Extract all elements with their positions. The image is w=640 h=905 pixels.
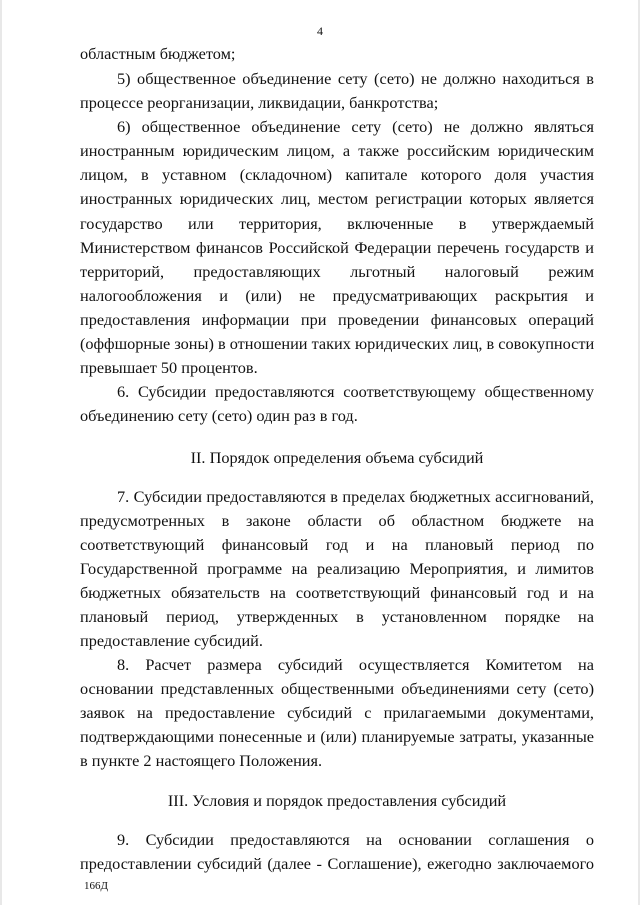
section-heading: II. Порядок определения объема субсидий	[190, 448, 484, 467]
text-line: областным бюджетом;	[80, 44, 236, 63]
text-line: 8. Расчет размера субсидий осуществляется Комитетом на	[117, 655, 594, 674]
text-line: превышает 50 процентов.	[80, 358, 258, 377]
text-line: предоставление субсидий.	[80, 631, 263, 650]
text-line: процессе реорганизации, ликвидации, банкротства;	[80, 93, 439, 112]
text-line: объединению сету (сето) один раз в год.	[80, 406, 358, 425]
footer-code: 166Д	[84, 880, 109, 892]
text-line: предоставлении субсидий (далее - Соглашение), ежегодно заключаемого	[80, 854, 594, 873]
text-line: соответствующий финансовый год и на плановый период по	[80, 535, 594, 554]
text-line: подтверждающими понесенные и (или) планируемые затраты, указанные	[80, 727, 594, 746]
text-line: предусмотренных в законе области об областном бюджете на	[80, 511, 594, 530]
text-line: предоставления информации при проведении финансовых операций	[80, 310, 594, 329]
text-line: иностранным юридическим лицом, а также российским юридическим	[80, 141, 594, 160]
page-number: 4	[317, 24, 323, 38]
text-line: налогообложения и (или) не предусматривающих раскрытия и	[80, 286, 594, 305]
text-line: бюджетных обязательств на соответствующий финансовый год и на	[80, 583, 594, 602]
text-line: в пункте 2 настоящего Положения.	[80, 751, 323, 770]
text-line: лицом, в уставном (складочном) капитале которого доля участия	[80, 165, 594, 184]
text-line: 5) общественное объединение сету (сето) не должно находиться в	[117, 69, 594, 88]
section-heading: III. Условия и порядок предоставления субсидий	[167, 791, 507, 810]
text-line: территорий, предоставляющих льготный налоговый режим	[80, 262, 594, 281]
text-line: 7. Субсидии предоставляются в пределах бюджетных ассигнований,	[117, 487, 594, 506]
text-line: основании представленных общественными объединениями сету (сето)	[80, 679, 594, 698]
text-line: 6) общественное объединение сету (сето) не должно являться	[117, 117, 594, 136]
text-line: 9. Субсидии предоставляются на основании соглашения о	[117, 830, 594, 849]
text-line: Министерством финансов Российской Федерации перечень государств и	[80, 238, 594, 257]
scan-edge-left	[0, 0, 2, 905]
text-line: иностранных юридических лиц, местом регистрации которых является	[80, 189, 594, 208]
text-line: 6. Субсидии предоставляются соответствующему общественному	[117, 382, 594, 401]
text-line: государство или территория, включенные в утверждаемый	[80, 214, 594, 233]
text-line: Государственной программе на реализацию Мероприятия, и лимитов	[80, 559, 594, 578]
text-line: плановый период, утвержденных в установленном порядке на	[80, 607, 594, 626]
text-line: (оффшорные зоны) в отношении таких юридических лиц, в совокупности	[80, 334, 594, 353]
text-line: заявок на предоставление субсидий с прилагаемыми документами,	[80, 703, 594, 722]
